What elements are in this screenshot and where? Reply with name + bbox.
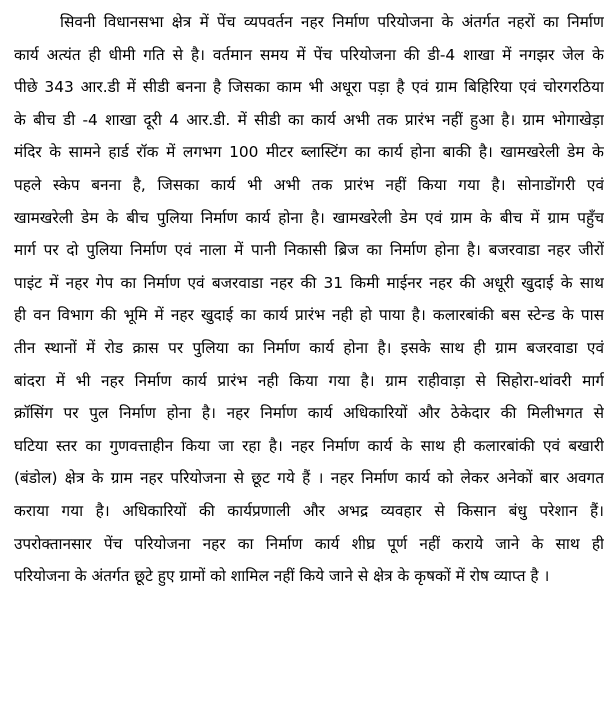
text-line: मंदिर के सामने हार्ड रॉक में लगभग 100 मीटर ब्लास्टिंग का कार्य होना बाकी है। खामखरेली डेम के bbox=[14, 143, 604, 162]
text-line: कार्य अत्यंत ही धीमी गति से है। वर्तमान समय में पेंच परियोजना की डी-4 शाखा में नगझर जेल के bbox=[14, 45, 604, 64]
text-line: (बंडोल) क्षेत्र के ग्राम नहर परियोजना से छूट गये हैं । नहर निर्माण कार्य को लेकर अनेकों बार अवगत bbox=[14, 469, 604, 488]
text-line: मार्ग पर दो पुलिया निर्माण एवं नाला में पानी निकासी ब्रिज का निर्माण होना है। बजरवाडा नहर जीरों bbox=[14, 241, 604, 260]
text-line: ही वन विभाग की भूमि में नहर खुदाई का कार्य प्रारंभ नही हो पाया है। कलारबांकी बस स्टेन्ड के पास bbox=[14, 306, 604, 325]
text-line: बांदरा में भी नहर निर्माण कार्य प्रारंभ नही किया गया है। ग्राम राहीवाड़ा से सिहोरा-थांवरी मार्ग bbox=[14, 371, 604, 390]
text-line: तीन स्थानों में रोड क्रास पर पुलिया का निर्माण कार्य होना है। इसके साथ ही ग्राम बजरवाडा एवं bbox=[14, 338, 604, 357]
text-line: घटिया स्तर का गुणवत्ताहीन किया जा रहा है। नहर निर्माण कार्य के साथ ही कलारबांकी एवं बखारी bbox=[14, 436, 604, 455]
text-line: पहले स्केप बनना है, जिसका कार्य भी अभी तक प्रारंभ नहीं किया गया है। सोनाडोंगरी एवं bbox=[14, 175, 604, 194]
text-line: पाइंट में नहर गेप का निर्माण एवं बजरवाडा नहर की 31 किमी माईनर नहर की अधूरी खुदाई के साथ bbox=[14, 273, 604, 292]
text-line: कराया गया है। अधिकारियों की कार्यप्रणाली और अभद्र व्यवहार से किसान बंधु परेशान हैं। bbox=[14, 501, 604, 520]
text-line: पीछे 343 आर.डी में सीडी बनना है जिसका काम भी अधूरा पड़ा है एवं ग्राम बिहिरिया एवं चोरगरठिया bbox=[14, 78, 604, 97]
text-line: के बीच डी -4 शाखा दूरी 4 आर.डी. में सीडी का कार्य अभी तक प्रारंभ नहीं हुआ है। ग्राम भोगाखेड़ा bbox=[14, 110, 604, 129]
text-line: परियोजना के अंतर्गत छूटे हुए ग्रामों को शामिल नहीं किये जाने से क्षेत्र के कृषकों में रोष व्याप्त है । bbox=[14, 567, 550, 586]
paragraph bbox=[14, 6, 604, 593]
text-line: क्रॉसिंग पर पुल निर्माण होना है। नहर निर्माण कार्य अधिकारियों और ठेकेदार की मिलीभगत से bbox=[14, 404, 604, 423]
text-line: खामखरेली डेम के बीच पुलिया निर्माण कार्य होना है। खामखरेली डेम एवं ग्राम के बीच में ग्राम पहुँच bbox=[14, 208, 604, 227]
text-line: उपरोक्तानसार पेंच परियोजना नहर का निर्माण कार्य शीघ्र पूर्ण नहीं कराये जाने के साथ ही bbox=[14, 534, 604, 553]
text-line: सिवनी विधानसभा क्षेत्र में पेंच व्यपवर्तन नहर निर्माण परियोजना के अंतर्गत नहरों का निर्माण bbox=[60, 13, 604, 31]
